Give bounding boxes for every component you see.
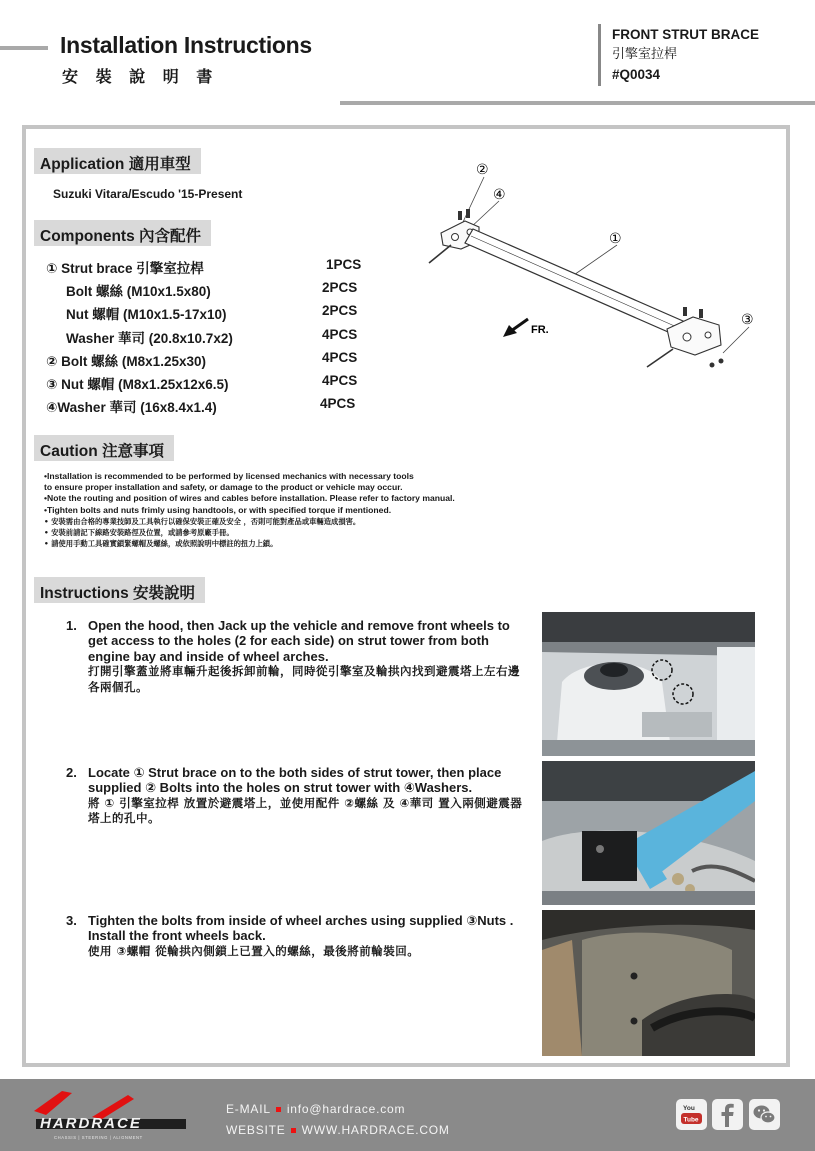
svg-text:HARDRACE: HARDRACE [40, 1115, 142, 1132]
email-row: E-MAIL info@hardrace.com [226, 1102, 406, 1116]
page-subtitle-cn: 安 裝 說 明 書 [62, 67, 219, 86]
caution-line: • 請使用手動工具確實鎖緊螺帽及螺絲，或依照說明中標註的扭力上鎖。 [44, 539, 278, 549]
strut-brace-diagram [421, 157, 766, 392]
instruction-step-2: 2. Locate ① Strut brace on to the both sides of strut tower, then place supplied ② Bolts into the holes on strut tower with ④Washers. 將 ① 引擎室拉桿 放置於避震塔上，並使用配件 ②螺絲 及 ④華司 置入兩側避震器塔上的孔中。 [68, 765, 528, 827]
header-divider [598, 24, 601, 86]
svg-text:Tube: Tube [683, 1116, 699, 1124]
header-rule-left [0, 46, 48, 50]
product-info [612, 25, 759, 85]
step-text-en: Locate ① Strut brace on to the both sides of strut tower, then place supplied ② Bolts into the holes on strut tower with ④Washers. [88, 765, 502, 796]
hardrace-logo [32, 1089, 192, 1144]
application-heading: Application 適用車型 [34, 148, 201, 174]
step-text-cn: 打開引擎蓋並將車輛升起後拆卸前輪，同時從引擎室及輪拱內找到避震塔上左右邊各兩個孔。 [88, 664, 520, 694]
caution-line: to ensure proper installation and safety, or damage to the product or vehicle may occur. [44, 482, 403, 493]
caution-list [44, 471, 455, 549]
label-3: ③ [741, 312, 754, 328]
bullet-icon [291, 1128, 296, 1133]
step-2-photo [542, 761, 755, 905]
header-rule-right [340, 101, 815, 105]
label-4: ④ [493, 187, 506, 203]
front-label: FR. [531, 324, 549, 336]
callout-line-1 [571, 245, 617, 277]
label-2: ② [476, 162, 489, 178]
label-1: ① [609, 231, 622, 247]
step-text-en: Open the hood, then Jack up the vehicle and remove front wheels to get access to the holes (2 for each side) on strut tower from both engine bay and inside of wheel arches. [88, 618, 510, 664]
bullet-icon [276, 1107, 281, 1112]
content-frame: Application 適用車型 Suzuki Vitara/Escudo '15-Present Components 內含配件 ① Strut brace 引擎室拉桿 1PCS Bolt 螺絲 (M10x1.5x80) 2PCS Nut 螺帽 (M10x1.5-17x10) 2PCS Washer 華司 (20.8x10.7x2) 4PCS ② Bolt 螺絲 (M8x1.25x30) 4PCS ③ Nut 螺帽 (M8x1.25x12x6.5) 4PCS ④Washer 華司 (16x8.4x1.4) 4PCS ② ④ ① ③ FR. Caution 注意事項 •Installation is recommended to be performed by licensed mechanics with necessary tools to ensure proper installation and safety, or damage to the product or vehicle may occur. •Note the routing and position of wires and cables before installation. Please refer to factory manual. •Tighten bolts and nuts frimly using handtools, or with specified torque if mentioned. • 安裝需由合格的專業技師及工具執行以確保安裝正確及安全 ，否則可能對產品或車輛造成損害。 • 安裝前請記下線路安裝路徑及位置，或請參考原廠手冊。 • 請使用手動工具確實鎖緊螺帽及螺絲，或依照說明中標註的扭力上鎖。 Instructions 安裝說明 1. Open the hood, then Jack up the vehicle and remove front wheels to get access to the holes (2 for each side) on strut tower from both engine bay and inside of wheel arches. 打開引擎蓋並將車輛升起後拆卸前輪，同時從引擎室及輪拱內找到避震塔上左右邊各兩個孔。 2. Locate ① Strut brace on to the both sides of strut tower, then place supplied ② Bolts into the holes on strut tower with ④Washers. 將 ① 引擎室拉桿 放置於避震塔上，並使用配件 ②螺絲 及 ④華司 置入兩側避震器塔上的孔中。 3. Tighten the bolts from inside of wheel arches using supplied ③Nuts . Install the front wheels back. 使用 ③螺帽 從輪拱內側鎖上已置入的螺絲，最後將前輪裝回。 [22, 125, 790, 1067]
caution-heading: Caution 注意事項 [34, 435, 174, 461]
website-link[interactable]: WWW.HARDRACE.COM [301, 1123, 450, 1137]
svg-text:CHASSIS | STEERING | ALIGNMENT: CHASSIS | STEERING | ALIGNMENT [54, 1135, 143, 1140]
step-text-cn: 使用 ③螺帽 從輪拱內側鎖上已置入的螺絲，最後將前輪裝回。 [88, 943, 420, 958]
strut-bar [465, 229, 683, 335]
step-1-photo [542, 612, 755, 756]
footer [0, 1079, 815, 1151]
product-name-cn: 引擎室拉桿 [612, 47, 678, 62]
components-heading: Components 內含配件 [34, 220, 211, 246]
svg-text:You: You [683, 1105, 695, 1112]
website-row: WEBSITE WWW.HARDRACE.COM [226, 1123, 450, 1137]
facebook-icon[interactable] [712, 1099, 743, 1130]
step-text-en: Tighten the bolts from inside of wheel arches using supplied ③Nuts . Install the front wheels back. [88, 913, 514, 944]
part-number: #Q0034 [612, 67, 661, 82]
product-name: FRONT STRUT BRACE [612, 27, 759, 42]
page-title: Installation Instructions [60, 32, 312, 58]
caution-line: • 安裝前請記下線路安裝路徑及位置，或請參考原廠手冊。 [44, 528, 234, 538]
caution-line: •Tighten bolts and nuts frimly using handtools, or with specified torque if mentioned. [44, 504, 392, 515]
wechat-icon[interactable] [749, 1099, 780, 1130]
vehicle-application: Suzuki Vitara/Escudo '15-Present [53, 187, 243, 201]
instruction-step-3: 3. Tighten the bolts from inside of wheel arches using supplied ③Nuts . Install the front wheels back. 使用 ③螺帽 從輪拱內側鎖上已置入的螺絲，最後將前輪裝回。 [68, 913, 528, 959]
caution-line: •Note the routing and position of wires and cables before installation. Please refer to factory manual. [44, 493, 455, 504]
caution-line: •Installation is recommended to be performed by licensed mechanics with necessary tools [44, 471, 414, 481]
instruction-step-1: 1. Open the hood, then Jack up the vehicle and remove front wheels to get access to the holes (2 for each side) on strut tower from both engine bay and inside of wheel arches. 打開引擎蓋並將車輛升起後拆卸前輪，同時從引擎室及輪拱內找到避震塔上左右邊各兩個孔。 [68, 618, 528, 695]
contact-info [226, 1099, 450, 1141]
step-3-photo [542, 910, 755, 1056]
youtube-icon[interactable] [676, 1099, 707, 1130]
front-arrow-icon [503, 319, 528, 337]
email-link[interactable]: info@hardrace.com [286, 1102, 406, 1116]
instructions-heading: Instructions 安裝說明 [34, 577, 205, 603]
caution-line: • 安裝需由合格的專業技師及工具執行以確保安裝正確及安全 ，否則可能對產品或車輛造成損害。 [44, 516, 361, 526]
step-text-cn: 將 ① 引擎室拉桿 放置於避震塔上，並使用配件 ②螺絲 及 ④華司 置入兩側避震器塔上的孔中。 [88, 795, 523, 826]
callout-line-3 [723, 327, 749, 353]
